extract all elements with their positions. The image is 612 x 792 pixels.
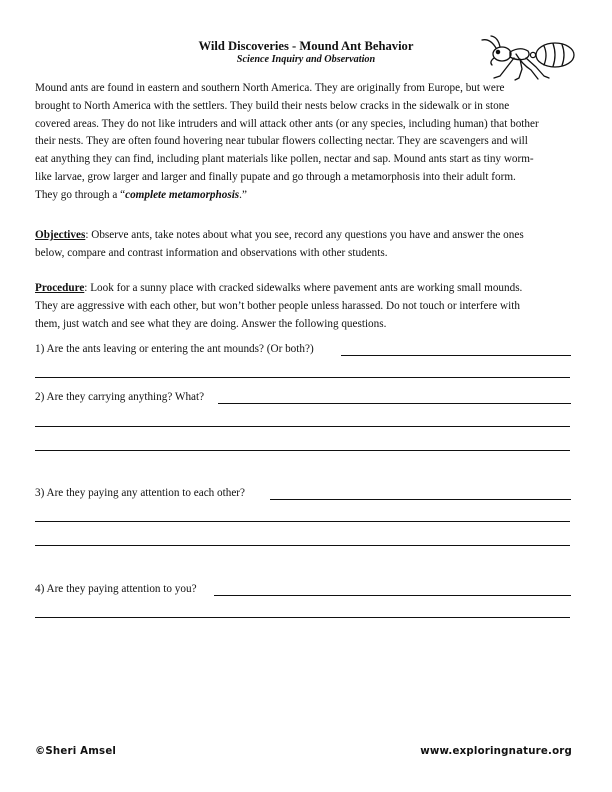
procedure-label: Procedure (35, 282, 85, 294)
procedure-line: They are aggressive with each other, but won’t bother people unless harassed. Do not touch or interfere with (35, 299, 520, 312)
question-3: 3) Are they paying any attention to each other? (35, 487, 245, 499)
answer-line-q3[interactable] (35, 545, 570, 546)
question-1: 1) Are the ants leaving or entering the ant mounds? (Or both?) (35, 343, 314, 355)
question-4: 4) Are they paying attention to you? (35, 583, 197, 595)
objectives-label: Objectives (35, 229, 86, 241)
objectives-line: below, compare and contrast information and observations with other students. (35, 246, 388, 259)
copyright-text: ©Sheri Amsel (35, 746, 117, 757)
procedure-line (35, 280, 580, 298)
procedure-line: them, just watch and see what they are doing. Answer the following questions. (35, 317, 387, 330)
objectives-line (35, 227, 580, 245)
intro-line: Mound ants are found in eastern and southern North America. They are originally from Europe, but were (35, 82, 505, 94)
objectives-paragraph (35, 227, 580, 263)
answer-line-q3[interactable] (35, 521, 570, 522)
intro-line: eat anything they can find, including plant materials like pollen, nectar and sap. Mound ants start as tiny worm- (35, 153, 534, 166)
answer-line-q1[interactable] (35, 377, 570, 378)
procedure-text: : Look for a sunny place with cracked sidewalks where pavement ants are working small mounds. (84, 282, 523, 294)
intro-last-suffix: .” (239, 188, 247, 201)
intro-line: like larvae, grow larger and larger and finally pupate and go through a metamorphosis into their adult form. (35, 170, 516, 183)
procedure-paragraph (35, 280, 580, 333)
website-link[interactable]: www.exploringnature.org (420, 746, 572, 757)
intro-line: brought to North America with the settlers. They build their nests below cracks in the sidewalk or in stone (35, 99, 510, 112)
intro-line: their nests. They are often found hovering near tubular flowers collecting nectar. They are scavengers and will (35, 135, 528, 148)
objectives-text: : Observe ants, take notes about what you see, record any questions you have and answer the ones (85, 229, 524, 241)
intro-last-line (35, 187, 580, 205)
worksheet-title: Wild Discoveries - Mound Ant Behavior (198, 39, 414, 53)
answer-line-q3[interactable] (270, 499, 571, 500)
intro-paragraph (35, 80, 580, 205)
question-2: 2) Are they carrying anything? What? (35, 391, 205, 403)
answer-line-q2[interactable] (218, 403, 571, 404)
answer-line-q4[interactable] (214, 595, 571, 596)
answer-line-q4[interactable] (35, 617, 570, 618)
complete-metamorphosis-term: complete metamorphosis (125, 188, 240, 201)
intro-line: covered areas. They do not like intruders and will attack other ants (or any species, including human) that bother (35, 117, 539, 130)
answer-line-q2[interactable] (35, 450, 570, 451)
ant-illustration-icon (476, 34, 584, 82)
worksheet-subtitle: Science Inquiry and Observation (236, 54, 376, 65)
answer-line-q1[interactable] (341, 355, 571, 356)
answer-line-q2[interactable] (35, 426, 570, 427)
intro-last-prefix: They go through a “ (35, 188, 126, 201)
